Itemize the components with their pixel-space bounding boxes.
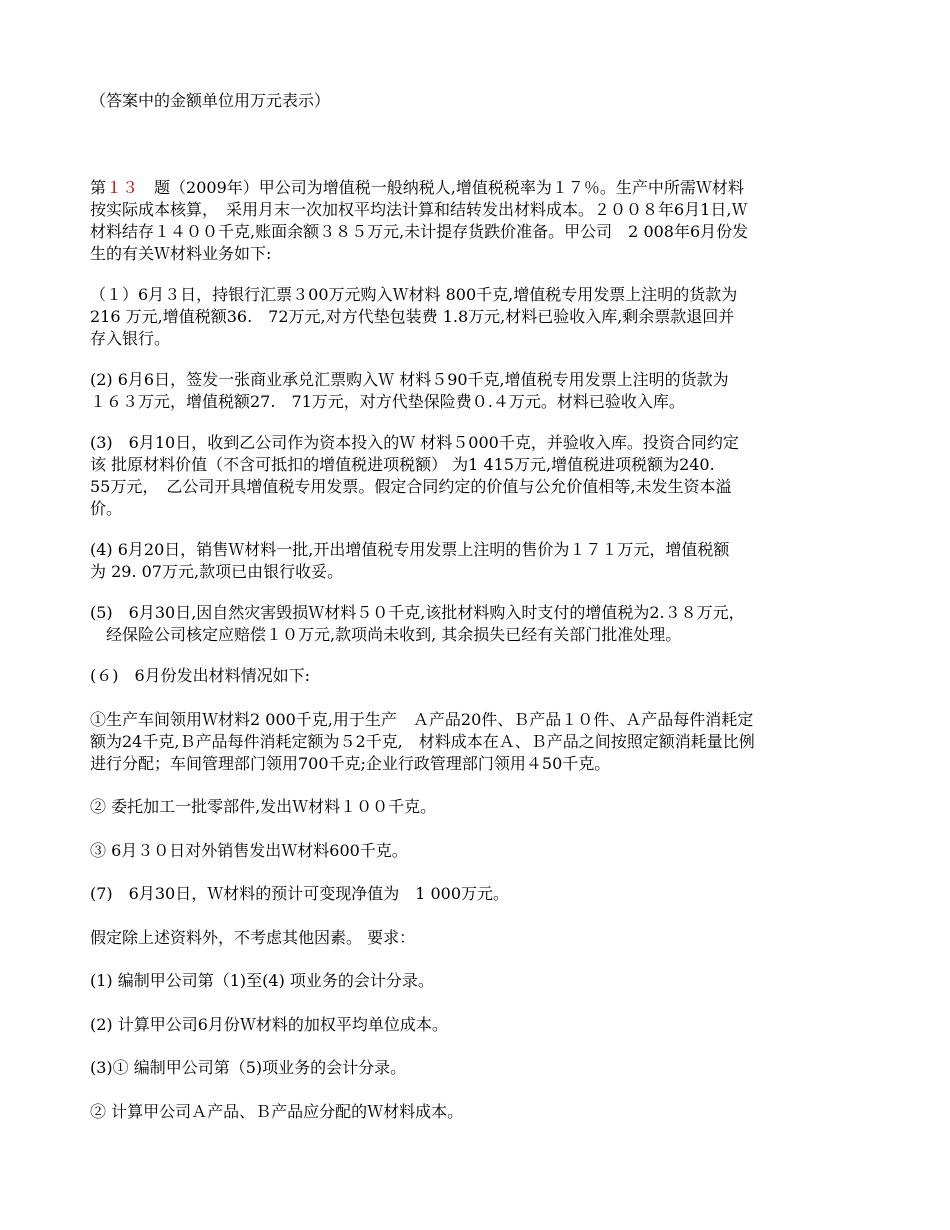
- requirement-2-line: (2) 计算甲公司6月份Ｗ材料的加权平均单位成本。: [90, 1015, 448, 1034]
- subitem-3-line-1: ③ 6月３０日对外销售发出Ｗ材料600千克。: [90, 841, 408, 860]
- subitem-1-line-1: ①生产车间领用Ｗ材料2 000千克,用于生产 Ａ产品20件、Ｂ产品１０件、Ａ产品每件消耗定: [90, 710, 754, 729]
- item-4-line-2: 为 29. 07万元,款项已由银行收妥。: [90, 562, 344, 581]
- question-prefix: 第: [90, 178, 107, 197]
- item-6-line-1: (６) 6月份发出材料情况如下:: [90, 666, 311, 685]
- subitem-2-line-1: ② 委托加工一批零部件,发出Ｗ材料１００千克。: [90, 797, 437, 816]
- item-4-line-1: (4) 6月20日，销售Ｗ材料一批,开出增值税专用发票上注明的售价为１７１万元，增值税额: [90, 540, 730, 559]
- item-1-line-3: 存入银行。: [90, 329, 171, 348]
- question-title-line-1: [90, 177, 744, 199]
- requirement-3b-line: ② 计算甲公司Ａ产品、Ｂ产品应分配的Ｗ材料成本。: [90, 1102, 464, 1121]
- item-3-line-4: 价。: [90, 499, 123, 518]
- item-2-line-1: (2) 6月6日，签发一张商业承兑汇票购入Ｗ 材料５90千克,增值税专用发票上注明的货款为: [90, 370, 729, 389]
- requirement-1-line: (1) 编制甲公司第（1)至(4) 项业务的会计分录。: [90, 971, 434, 990]
- item-5-line-1: (5) 6月30日,因自然灾害毁损Ｗ材料５０千克,该批材料购入时支付的增值税为2.３８万元，: [90, 603, 745, 622]
- question-title-line-4: 生的有关Ｗ材料业务如下:: [90, 244, 272, 263]
- question-title-line-3: 材料结存１４００千克,账面余额３８５万元,未计提存货跌价准备。甲公司 2 008年6月份发: [90, 222, 749, 241]
- requirement-3-line: (3)① 编制甲公司第（5)项业务的会计分录。: [90, 1058, 407, 1077]
- amount-unit-note: （答案中的金额单位用万元表示）: [90, 91, 331, 110]
- question-title-rest: 题（2009年）甲公司为增值税一般纳税人,增值税税率为１７％。生产中所需Ｗ材料: [138, 178, 744, 197]
- item-3-line-3: 55万元， 乙公司开具增值税专用发票。假定合同约定的价值与公允价值相等,未发生资本溢: [90, 477, 732, 496]
- question-number: １３: [106, 178, 139, 197]
- subitem-1-line-2: 额为24千克,Ｂ产品每件消耗定额为５2千克, 材料成本在Ａ、Ｂ产品之间按照定额消耗量比例: [90, 732, 755, 751]
- item-7-line-1: (7) 6月30日，Ｗ材料的预计可变现净值为 1 000万元。: [90, 884, 510, 903]
- item-2-line-2: １６３万元，增值税额27. 71万元，对方代垫保险费０.４万元。材料已验收入库。: [90, 392, 685, 411]
- item-5-line-2: 经保险公司核定应赔偿１０万元,款项尚未收到, 其余损失已经有关部门批准处理。: [90, 625, 682, 644]
- subitem-1-line-3: 进行分配；车间管理部门领用700千克;企业行政管理部门领用４50千克。: [90, 754, 611, 773]
- item-1-line-2: 216 万元,增值税额36. 72万元,对方代垫包装费 1.8万元,材料已验收入库,剩余票款退回并: [90, 307, 735, 326]
- item-1-line-1: （１）6月３日，持银行汇票３00万元购入Ｗ材料 800千克,增值税专用发票上注明的货款为: [90, 285, 738, 304]
- question-title-line-2: 按实际成本核算， 采用月末一次加权平均法计算和结转发出材料成本。２００８年6月1日,Ｗ: [90, 200, 748, 219]
- item-3-line-1: (3) 6月10日，收到乙公司作为资本投入的Ｗ 材料５000千克，并验收入库。投资合同约定: [90, 433, 739, 452]
- assumption-line: 假定除上述资料外，不考虑其他因素。 要求：: [90, 928, 416, 947]
- item-3-line-2: 该 批原材料价值（不含可抵扣的增值税进项税额） 为1 415万元,增值税进项税额为240.: [90, 455, 715, 474]
